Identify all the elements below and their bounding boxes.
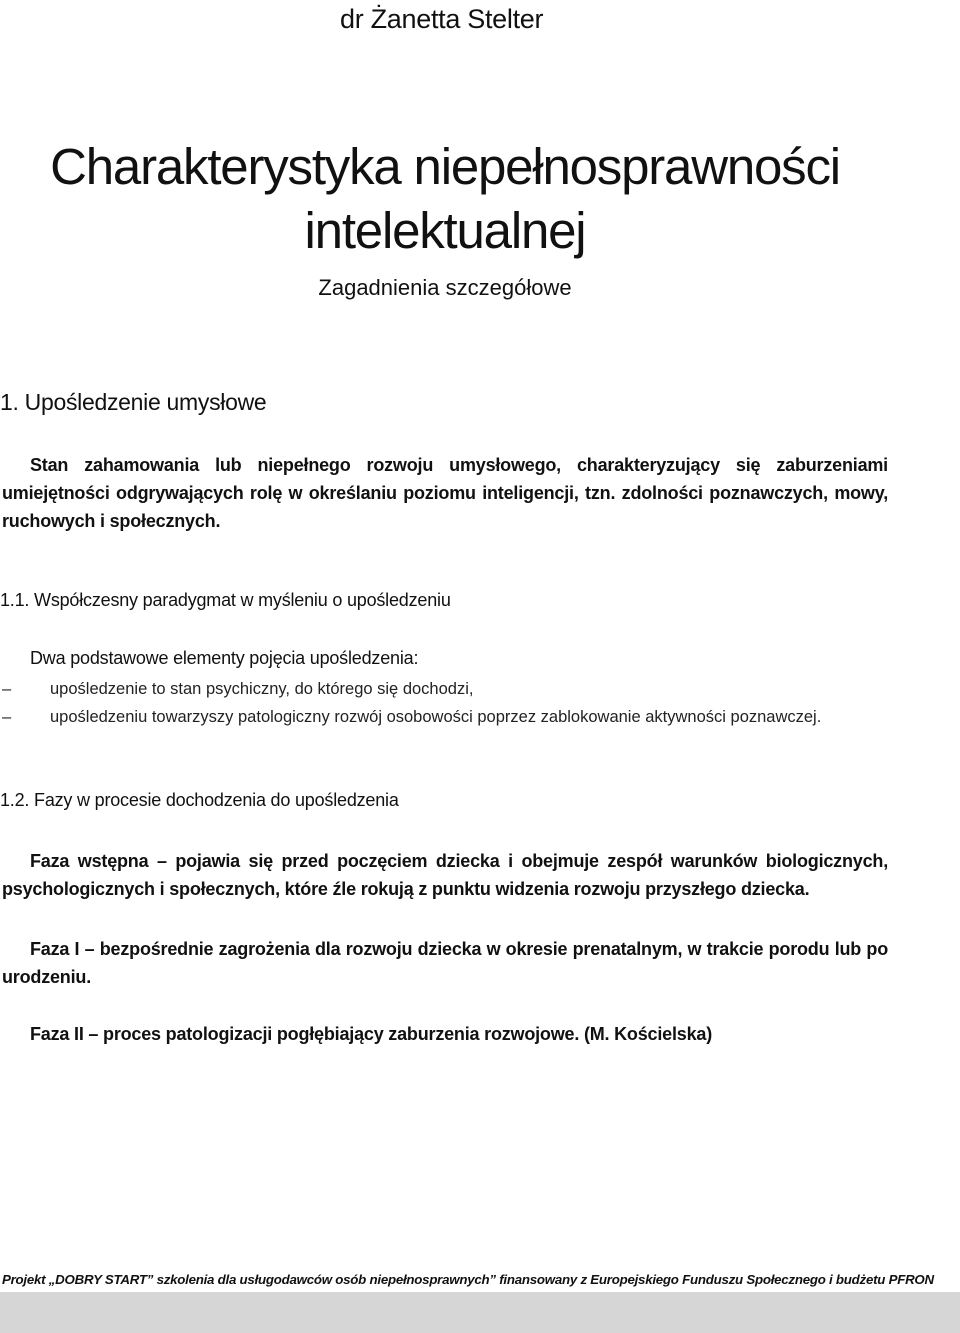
definition-paragraph: Stan zahamowania lub niepełnego rozwoju umysłowego, charakteryzujący się zaburzeniami umiejętności odgrywających rolę w określaniu poziomu inteligencji, tzn. zdolności poznawczych, mowy, ruchowych i społecznych. <box>2 455 888 531</box>
section-heading-1: 1. Upośledzenie umysłowe <box>0 389 267 415</box>
list-item <box>2 708 821 727</box>
footer-bar <box>0 1292 960 1333</box>
document-subtitle: Zagadnienia szczegółowe <box>318 275 572 300</box>
elements-intro: Dwa podstawowe elementy pojęcia upośledzenia: <box>30 648 419 668</box>
list-item-text: upośledzenie to stan psychiczny, do którego się dochodzi, <box>50 680 474 698</box>
dash-bullet: – <box>2 680 12 698</box>
phase-initial-paragraph: Faza wstępna – pojawia się przed poczęciem dziecka i obejmuje zespół warunków biologicznych, psychologicznych i społecznych, które źle rokują z punktu widzenia rozwoju przyszłego dziecka. <box>2 851 888 899</box>
section-heading-1-2: 1.2. Fazy w procesie dochodzenia do upośledzenia <box>0 790 399 810</box>
section-heading-1-1: 1.1. Współczesny paradygmat w myśleniu o upośledzeniu <box>0 590 451 610</box>
dash-bullet: – <box>2 708 12 726</box>
list-item <box>2 680 473 699</box>
phase-2-paragraph: Faza II – proces patologizacji pogłębiający zaburzenia rozwojowe. (M. Kościelska) <box>30 1024 712 1044</box>
title-line-2: intelektualnej <box>304 202 586 259</box>
footer-project-text: Projekt „DOBRY START” szkolenia dla usługodawców osób niepełnosprawnych” finansowany z Europejskiego Funduszu Społecznego i budżetu PFRON <box>2 1272 934 1287</box>
title-line-1: Charakterystyka niepełnosprawności <box>50 138 840 195</box>
document-title <box>0 135 890 263</box>
phase-1-paragraph: Faza I – bezpośrednie zagrożenia dla rozwoju dziecka w okresie prenatalnym, w trakcie porodu lub po urodzeniu. <box>2 939 888 987</box>
list-item-text: upośledzeniu towarzyszy patologiczny rozwój osobowości poprzez zablokowanie aktywności poznawczej. <box>50 708 822 726</box>
author-name: dr Żanetta Stelter <box>340 4 544 34</box>
